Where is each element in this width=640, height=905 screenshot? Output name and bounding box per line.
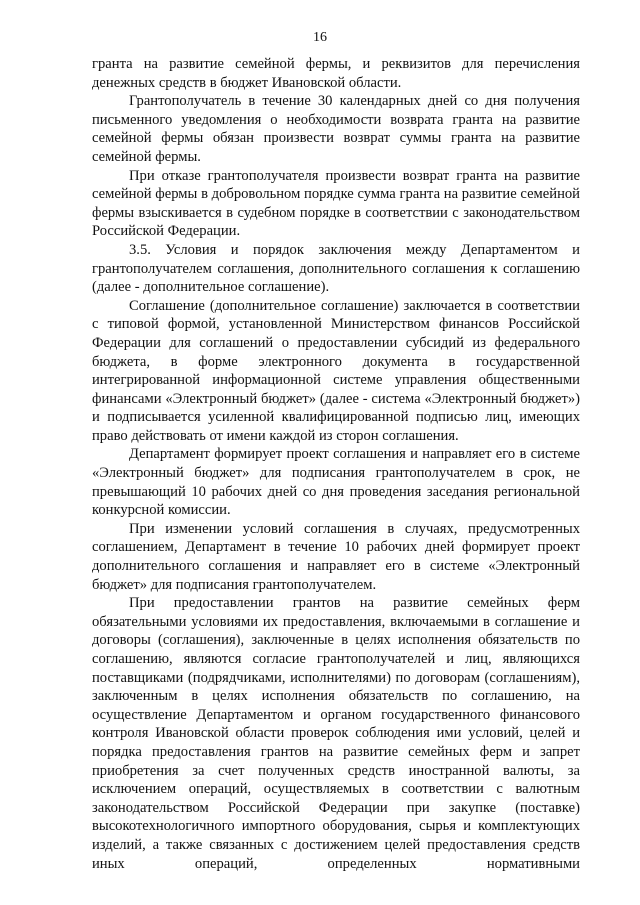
- paragraph-refusal-court-recovery: При отказе грантополучателя произвести возврат гранта на развитие семейной фермы в добровольном порядке сумма гранта на развитие семейной фермы взыскивается в судебном порядке в соответствии с законодательством Российской Федерации.: [92, 167, 580, 240]
- paragraph-return-deadline: Грантополучатель в течение 30 календарных дней со дня получения письменного уведомления о необходимости возврата гранта на развитие семейной фермы обязан произвести возврат суммы гранта на развитие семейной фермы.: [92, 93, 580, 165]
- paragraph-agreement-draft: Департамент формирует проект соглашения и направляет его в системе «Электронный бюджет» для подписания грантополучателем в срок, не превышающий 10 рабочих дней со дня проведения заседания региональной конкурсной комиссии.: [92, 446, 580, 519]
- page-number: 16: [313, 30, 327, 45]
- paragraph-mandatory-conditions: При предоставлении грантов на развитие семейных ферм обязательными условиями их предоставления, включаемыми в соглашение и договоры (соглашения), заключенные в целях исполнения обязательств по соглашению, являются согласие грантополучателей и лиц, являющихся поставщиками (подрядчиками, исполнителями) по договорам (соглашениям), заключенным в целях исполнения обязательств по соглашению, на осуществление Департаментом и органом государственного финансового контроля Ивановской области проверок соблюдения ими условий, целей и порядка предоставления грантов на развитие семейных ферм и запрет приобретения за счет полученных средств иностранной валюты, за исключением операций, осуществляемых в соответствии с валютным законодательством Российской Федерации при закупке (поставке) высокотехнологичного импортного оборудования, сырья и комплектующих изделий, а также связанных с достижением целей предоставления средств иных операций, определенных нормативными: [92, 595, 580, 872]
- body-text: [92, 55, 580, 873]
- paragraph-grant-return-details: гранта на развитие семейной фермы, и реквизитов для перечисления денежных средств в бюджет Ивановской области.: [92, 56, 580, 91]
- paragraph-supplementary-agreement: При изменении условий соглашения в случаях, предусмотренных соглашением, Департамент в течение 10 рабочих дней формирует проект дополнительного соглашения и направляет его в системе «Электронный бюджет» для подписания грантополучателем.: [92, 520, 580, 593]
- paragraph-section-3-5-heading: 3.5. Условия и порядок заключения между Департаментом и грантополучателем соглашения, дополнительного соглашения к соглашению (далее - дополнительное соглашение).: [92, 241, 580, 296]
- paragraph-agreement-form: Соглашение (дополнительное соглашение) заключается в соответствии с типовой формой, установленной Министерством финансов Российской Федерации для соглашений о предоставлении субсидий из федерального бюджета, в форме электронного документа в государственной интегрированной информационной системе управления общественными финансами «Электронный бюджет» (далее - система «Электронный бюджет») и подписывается усиленной квалифицированной подписью лиц, имеющих право действовать от имени каждой из сторон соглашения.: [92, 297, 580, 444]
